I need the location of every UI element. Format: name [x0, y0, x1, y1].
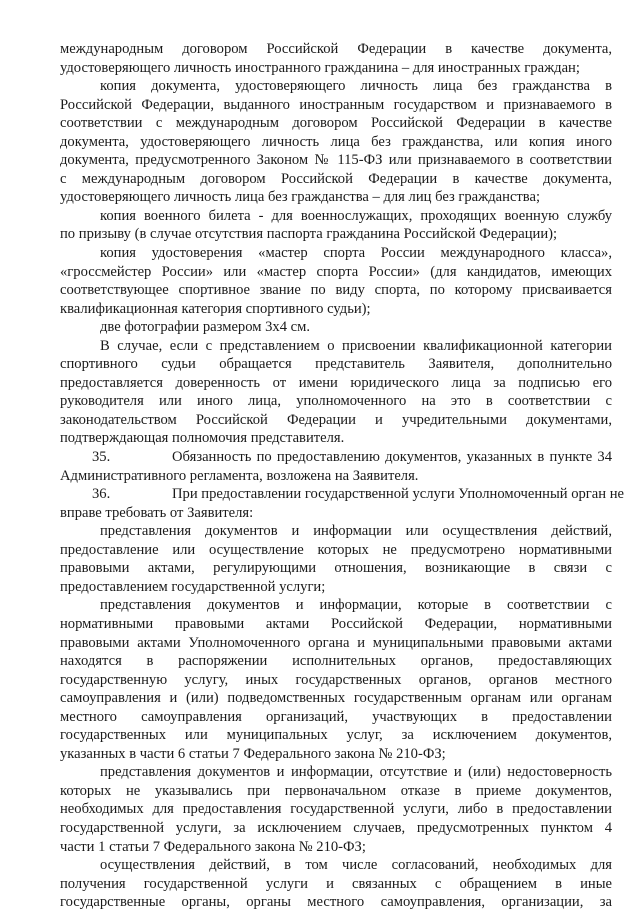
- text-line: копия военного билета - для военнослужащих, проходящих военную службу: [100, 207, 612, 224]
- text-line: Обязанность по предоставлению документов, указанных в пункте 34: [172, 449, 612, 466]
- numbered-item-36: [60, 485, 625, 504]
- text-line: государственной услуги, за исключением случаев, предусмотренных пунктом 4: [60, 819, 612, 836]
- text-line: самоуправления и (или) подведомственных государственным органам или органам: [60, 690, 612, 707]
- text-line: копия документа, удостоверяющего личность лица без гражданства в: [100, 78, 612, 95]
- text-line: документа, предусмотренного Законом № 115-ФЗ или признаваемого в соответствии: [60, 152, 612, 169]
- text-line: Административного регламента, возложена на Заявителя.: [60, 467, 419, 484]
- text-line: получения государственной услуги и связанных с обращением в иные: [60, 875, 612, 892]
- text-line: необходимых для предоставления государственной услуги, либо в предоставлении: [60, 801, 612, 818]
- text-line: местного самоуправления организаций, участвующих в предоставлении: [60, 708, 612, 725]
- text-line: представления документов и информации, которые в соответствии с: [100, 597, 612, 614]
- text-line: При предоставлении государственной услуги Уполномоченный орган не: [172, 486, 625, 503]
- text-line: соответствии с международным договором Российской Федерации в качестве: [60, 115, 612, 132]
- text-line: которых не указывались при первоначальном отказе в приеме документов,: [60, 782, 612, 799]
- document-page: [60, 40, 625, 912]
- text-line: части 1 статьи 7 Федерального закона № 210-ФЗ;: [60, 838, 366, 855]
- item-number: 35.: [92, 449, 111, 466]
- text-line: государственных или муниципальных услуг, за исключением документов,: [60, 727, 612, 744]
- text-line: по призыву (в случае отсутствия паспорта гражданина Российской Федерации);: [60, 226, 558, 243]
- text-line: осуществления действий, в том числе согласований, необходимых для: [100, 857, 612, 874]
- text-line: спортивного судьи обращается представитель Заявителя, дополнительно: [60, 356, 612, 373]
- text-line: подтверждающая полномочия представителя.: [60, 430, 345, 447]
- text-line: законодательством Российской Федерации и учредительными документами,: [60, 411, 612, 428]
- text-line: соответствующее спортивное звание по виду спорта, по которому присваивается: [60, 282, 612, 299]
- text-line: международным договором Российской Федерации в качестве документа,: [60, 41, 612, 57]
- text-line: предоставлением государственной услуги;: [60, 578, 326, 595]
- text-line: предоставление или осуществление которых не предусмотрено нормативными: [60, 541, 612, 558]
- text-line: нормативными правовыми актами Российской Федерации, нормативными: [60, 615, 612, 632]
- text-line: государственные органы, органы местного самоуправления, организации, за: [60, 894, 612, 911]
- numbered-item-35: [60, 448, 612, 467]
- text-line: копия удостоверения «мастер спорта России международного класса»,: [100, 245, 612, 262]
- text-line: руководителя или иного лица, уполномоченного на это в соответствии с: [60, 393, 612, 410]
- text-line: предоставляется доверенность от имени юридического лица за подписью его: [60, 374, 612, 391]
- text-line: находятся в распоряжении исполнительных органов, предоставляющих: [60, 653, 612, 670]
- text-line: удостоверяющего личность лица без гражданства – для лиц без гражданства;: [60, 189, 541, 206]
- text-line: с международным договором Российской Федерации в качестве документа,: [60, 170, 612, 187]
- text-line: правовыми актами, регулирующими отношения, возникающие в связи с: [60, 560, 612, 577]
- text-line: указанных в части 6 статьи 7 Федерального закона № 210-ФЗ;: [60, 745, 446, 762]
- text-line: представления документов и информации или осуществления действий,: [100, 523, 612, 540]
- text-line: государственную услугу, иных государственных органов, органов местного: [60, 671, 612, 688]
- text-line: документа, удостоверяющего личность лица без гражданства, или копия иного: [60, 133, 612, 150]
- text-line: «гроссмейстер России» или «мастер спорта России» (для кандидатов, имеющих: [60, 263, 612, 280]
- text-line: В случае, если с представлением о присвоении квалификационной категории: [100, 337, 612, 354]
- text-line: квалификационная категория спортивного судьи);: [60, 300, 371, 317]
- text-line: вправе требовать от Заявителя:: [60, 504, 254, 521]
- text-line: правовыми актами Уполномоченного органа и муниципальными правовыми актами: [60, 634, 612, 651]
- text-line: удостоверяющего личность иностранного гражданина – для иностранных граждан;: [60, 59, 580, 76]
- text-line: Российской Федерации, выданного иностранным государством и признаваемого в: [60, 96, 612, 113]
- text-line: представления документов и информации, отсутствие и (или) недостоверность: [100, 764, 612, 781]
- item-number: 36.: [92, 486, 111, 503]
- text-line: две фотографии размером 3х4 см.: [100, 319, 311, 336]
